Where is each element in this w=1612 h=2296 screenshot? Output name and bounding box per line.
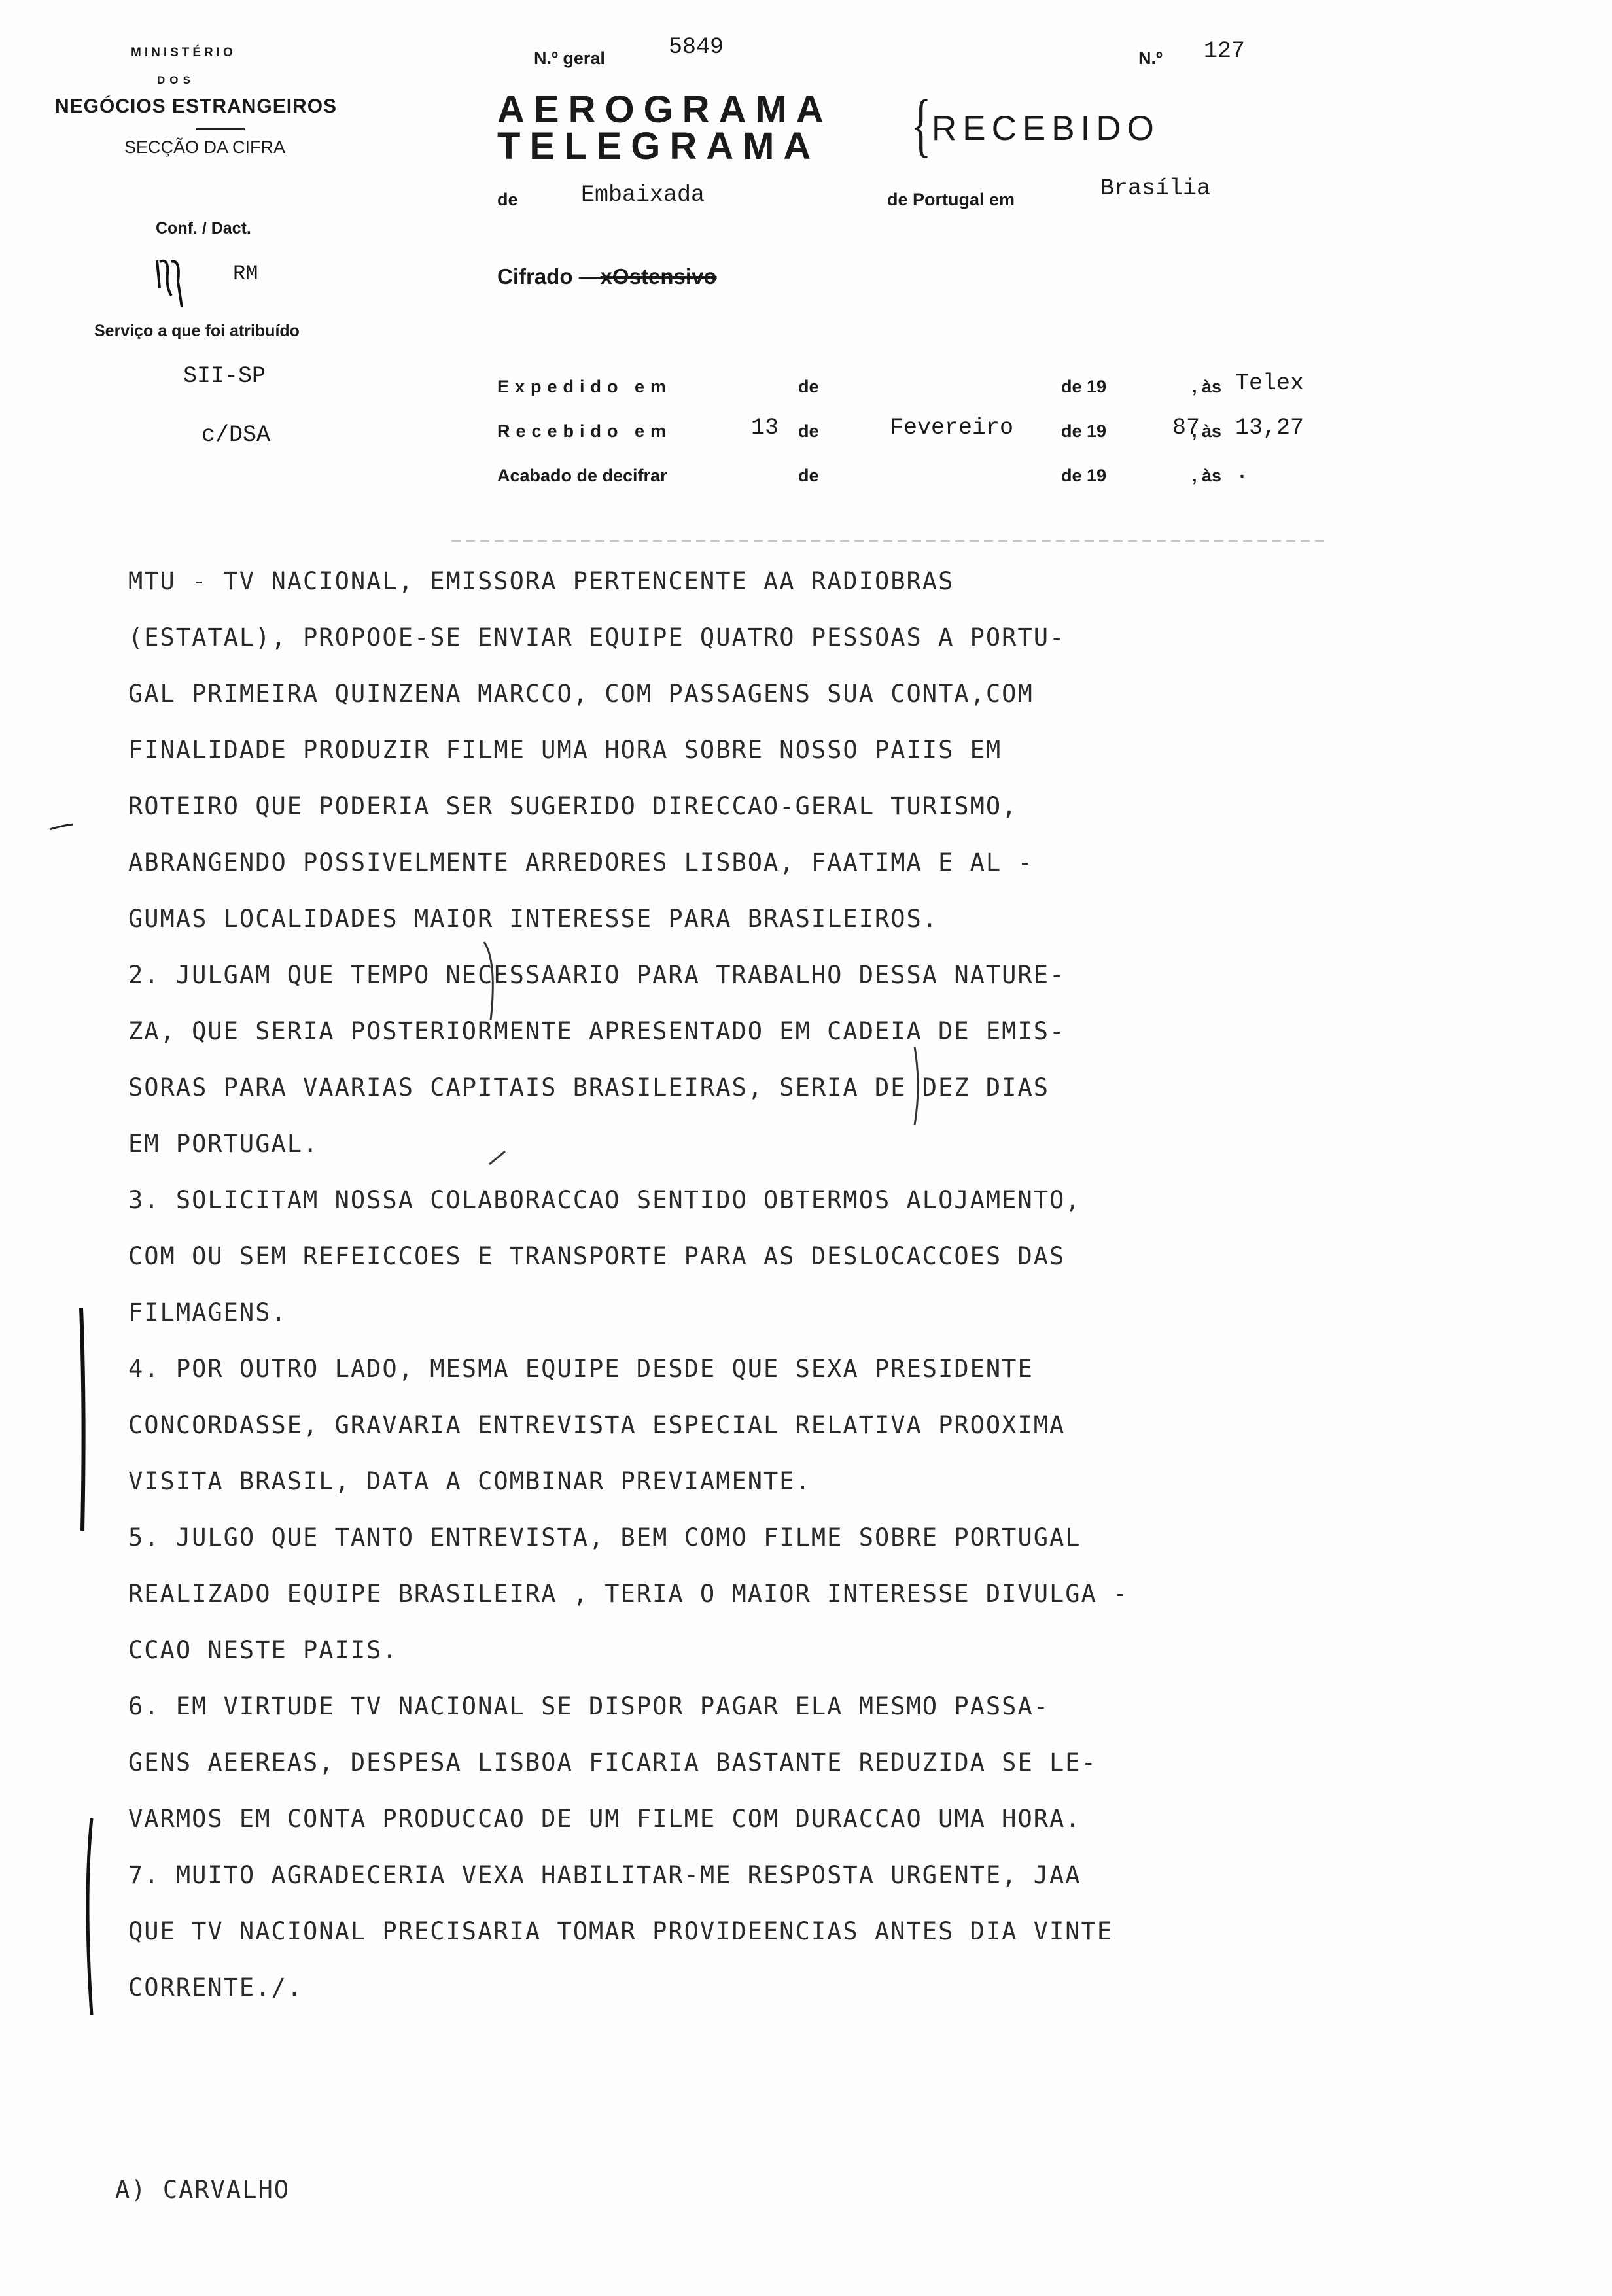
conf-initials: RM (233, 262, 258, 286)
assigned-service-2: c/DSA (202, 422, 271, 448)
general-number-value: 5849 (669, 34, 724, 60)
status-received: RECEBIDO (932, 109, 1160, 148)
body-line: FINALIDADE PRODUZIR FILME UMA HORA SOBRE NOSSO PAIIS EM (128, 736, 1002, 764)
margin-bracket-4 (81, 1308, 84, 1531)
ministry-line2: DOS (157, 74, 195, 86)
body-line: ZA, QUE SERIA POSTERIORMENTE APRESENTADO EM CADEIA DE EMIS- (128, 1017, 1066, 1045)
date-row-label: Acabado de decifrar (497, 466, 667, 485)
date-row-label: Recebido em (497, 421, 673, 441)
date-de: de (798, 421, 819, 441)
tick-mark (489, 1151, 505, 1164)
service-label: Serviço a que foi atribuído (94, 322, 300, 340)
handwritten-initials-mark (157, 260, 182, 307)
from-value: Embaixada (581, 182, 705, 208)
ministry-line1: MINISTÉRIO (131, 46, 236, 60)
cipher-section: SECÇÃO DA CIFRA (124, 137, 286, 157)
body-line: EM PORTUGAL. (128, 1130, 319, 1158)
general-number-label: N.º geral (534, 48, 605, 68)
from-label: de (497, 190, 518, 209)
check-mark-3 (915, 1047, 918, 1125)
date-century: de 19 (1061, 421, 1107, 441)
date-time: 13,27 (1235, 415, 1305, 441)
date-day: 13 (751, 415, 779, 441)
body-line: 7. MUITO AGRADECERIA VEXA HABILITAR-ME RESPOSTA URGENTE, JAA (128, 1861, 1081, 1889)
document-number-label: N.º (1138, 48, 1163, 68)
date-century: de 19 (1061, 466, 1107, 485)
date-as: , às (1192, 377, 1222, 396)
ministry-line3: NEGÓCIOS ESTRANGEIROS (55, 96, 338, 117)
body-line: 3. SOLICITAM NOSSA COLABORACCAO SENTIDO OBTERMOS ALOJAMENTO, (128, 1186, 1081, 1214)
from-portugal-city: Brasília (1100, 175, 1211, 201)
aerograma-title: AEROGRAMA (497, 88, 833, 131)
date-de: de (798, 377, 819, 396)
body-line: VARMOS EM CONTA PRODUCCAO DE UM FILME COM DURACCAO UMA HORA. (128, 1805, 1081, 1833)
signature: A) CARVALHO (115, 2176, 290, 2204)
body-line: 2. JULGAM QUE TEMPO NECESSAARIO PARA TRABALHO DESSA NATURE- (128, 961, 1066, 989)
body-line: (ESTATAL), PROPOOE-SE ENVIAR EQUIPE QUATRO PESSOAS A PORTU- (128, 623, 1066, 652)
cipher-struck-text: xOstensivo (600, 264, 717, 288)
document-number-value: 127 (1204, 38, 1246, 64)
body-line: GUMAS LOCALIDADES MAIOR INTERESSE PARA BRASILEIROS. (128, 905, 939, 933)
body-line: 5. JULGO QUE TANTO ENTREVISTA, BEM COMO FILME SOBRE PORTUGAL (128, 1523, 1081, 1552)
assigned-service-1: SII-SP (183, 363, 266, 389)
body-line: COM OU SEM REFEICCOES E TRANSPORTE PARA AS DESLOCACCOES DAS (128, 1242, 1066, 1270)
body-line: CCAO NESTE PAIIS. (128, 1636, 398, 1664)
date-row-label: Expedido em (497, 377, 673, 396)
body-line: GENS AEEREAS, DESPESA LISBOA FICARIA BASTANTE REDUZIDA SE LE- (128, 1748, 1097, 1777)
body-line: GAL PRIMEIRA QUINZENA MARCCO, COM PASSAGENS SUA CONTA,COM (128, 680, 1034, 708)
conf-dact-label: Conf. / Dact. (156, 219, 251, 237)
check-mark-2 (484, 942, 493, 1020)
date-year: 87 (1172, 415, 1200, 441)
date-as: , às (1192, 466, 1222, 485)
body-line: ABRANGENDO POSSIVELMENTE ARREDORES LISBOA, FAATIMA E AL - (128, 848, 1034, 877)
body-line: SORAS PARA VAARIAS CAPITAIS BRASILEIRAS, SERIA DE DEZ DIAS (128, 1073, 1050, 1102)
from-portugal-label: de Portugal em (887, 190, 1015, 209)
body-line: 4. POR OUTRO LADO, MESMA EQUIPE DESDE QUE SEXA PRESIDENTE (128, 1355, 1034, 1383)
body-line: MTU - TV NACIONAL, EMISSORA PERTENCENTE AA RADIOBRAS (128, 567, 955, 595)
date-time: Telex (1235, 370, 1305, 396)
cipher-label: Cifrado — (497, 264, 601, 288)
margin-dash-mark (50, 824, 73, 829)
body-line: FILMAGENS. (128, 1298, 287, 1327)
body-line: REALIZADO EQUIPE BRASILEIRA , TERIA O MAIOR INTERESSE DIVULGA - (128, 1580, 1129, 1608)
telegrama-title: TELEGRAMA (497, 125, 820, 167)
body-line: CONCORDASSE, GRAVARIA ENTREVISTA ESPECIAL RELATIVA PROOXIMA (128, 1411, 1066, 1439)
date-century: de 19 (1061, 377, 1107, 396)
body-line: CORRENTE./. (128, 1974, 304, 2002)
body-line: ROTEIRO QUE PODERIA SER SUGERIDO DIRECCAO-GERAL TURISMO, (128, 792, 1018, 820)
date-as: , às (1192, 421, 1222, 441)
date-de: de (798, 466, 819, 485)
title-brace: { (911, 86, 932, 164)
margin-bracket-7 (88, 1818, 92, 2015)
body-line: 6. EM VIRTUDE TV NACIONAL SE DISPOR PAGAR ELA MESMO PASSA- (128, 1692, 1050, 1720)
body-line: QUE TV NACIONAL PRECISARIA TOMAR PROVIDEENCIAS ANTES DIA VINTE (128, 1917, 1113, 1945)
date-time: . (1235, 459, 1250, 485)
body-line: VISITA BRASIL, DATA A COMBINAR PREVIAMENTE. (128, 1467, 811, 1495)
date-month: Fevereiro (890, 415, 1014, 441)
